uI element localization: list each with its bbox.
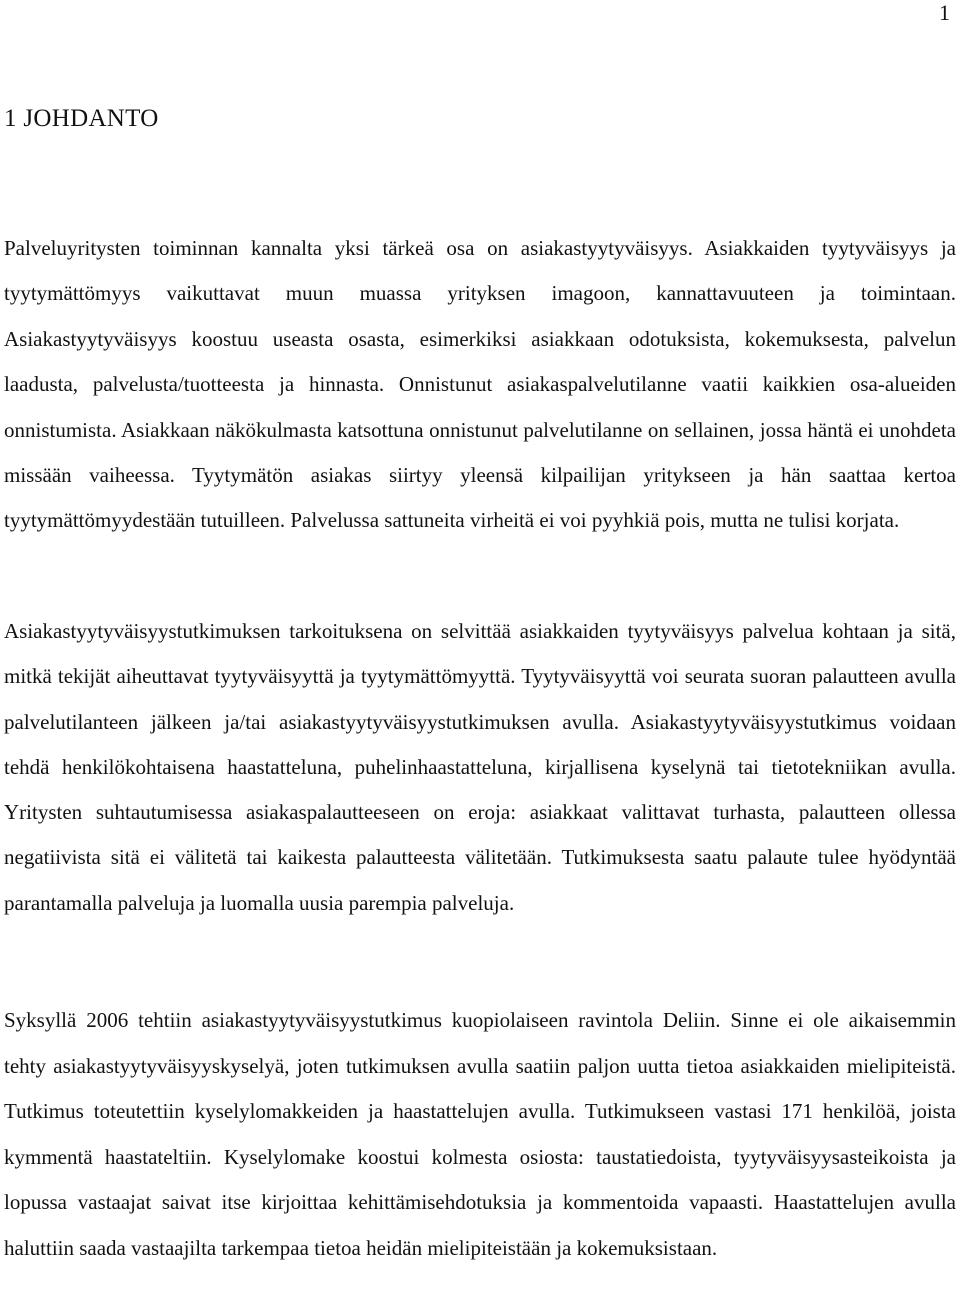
paragraph-3: Syksyllä 2006 tehtiin asiakastyytyväisyystutkimus kuopiolaiseen ravintola Deliin. Sinne ei ole aikaisemmin tehty asiakastyytyväisyyskyselyä, joten tutkimuksen avulla saatiin paljon uutta tietoa asiakkaiden mielipiteistä. Tutkimus toteutettiin kyselylomakkeiden ja haastattelujen avulla. Tutkimukseen vastasi 171 henkilöä, joista kymmentä haastateltiin. Kyselylomake koostui kolmesta osiosta: taustatiedoista, tyytyväisyysasteikoista ja lopussa vastaajat saivat itse kirjoittaa kehittämisehdotuksia ja kommentoida vapaasti. Haastattelujen avulla haluttiin saada vastaajilta tarkempaa tietoa heidän mielipiteistään ja kokemuksistaan. bbox=[4, 1008, 956, 1260]
page-number: 1 bbox=[939, 0, 950, 25]
chapter-heading: 1 JOHDANTO bbox=[4, 105, 159, 132]
paragraph-2: Asiakastyytyväisyystutkimuksen tarkoituksena on selvittää asiakkaiden tyytyväisyys palvelua kohtaan ja sitä, mitkä tekijät aiheuttavat tyytyväisyyttä ja tyytymättömyyttä. Tyytyväisyyttä voi seurata suoran palautteen avulla palvelutilanteen jälkeen ja/tai asiakastyytyväisyystutkimuksen avulla. Asiakastyytyväisyystutkimus voidaan tehdä henkilökohtaisena haastatteluna, puhelinhaastatteluna, kirjallisena kyselynä tai tietotekniikan avulla. Yritysten suhtautumisessa asiakaspalautteeseen on eroja: asiakkaat valittavat turhasta, palautteen ollessa negatiivista sitä ei välitetä tai kaikesta palautteesta välitetään. Tutkimuksesta saatu palaute tulee hyödyntää parantamalla palveluja ja luomalla uusia parempia palveluja. bbox=[4, 619, 956, 915]
paragraph-1: Palveluyritysten toiminnan kannalta yksi tärkeä osa on asiakastyytyväisyys. Asiakkaiden tyytyväisyys ja tyytymättömyys vaikuttavat muun muassa yrityksen imagoon, kannattavuuteen ja toimintaan. Asiakastyytyväisyys koostuu useasta osasta, esimerkiksi asiakkaan odotuksista, kokemuksesta, palvelun laadusta, palvelusta/tuotteesta ja hinnasta. Onnistunut asiakaspalvelutilanne vaatii kaikkien osa-alueiden onnistumista. Asiakkaan näkökulmasta katsottuna onnistunut palvelutilanne on sellainen, jossa häntä ei unohdeta missään vaiheessa. Tyytymätön asiakas siirtyy yleensä kilpailijan yritykseen ja hän saattaa kertoa tyytymättömyydestään tutuilleen. Palvelussa sattuneita virheitä ei voi pyyhkiä pois, mutta ne tulisi korjata. bbox=[4, 236, 956, 533]
